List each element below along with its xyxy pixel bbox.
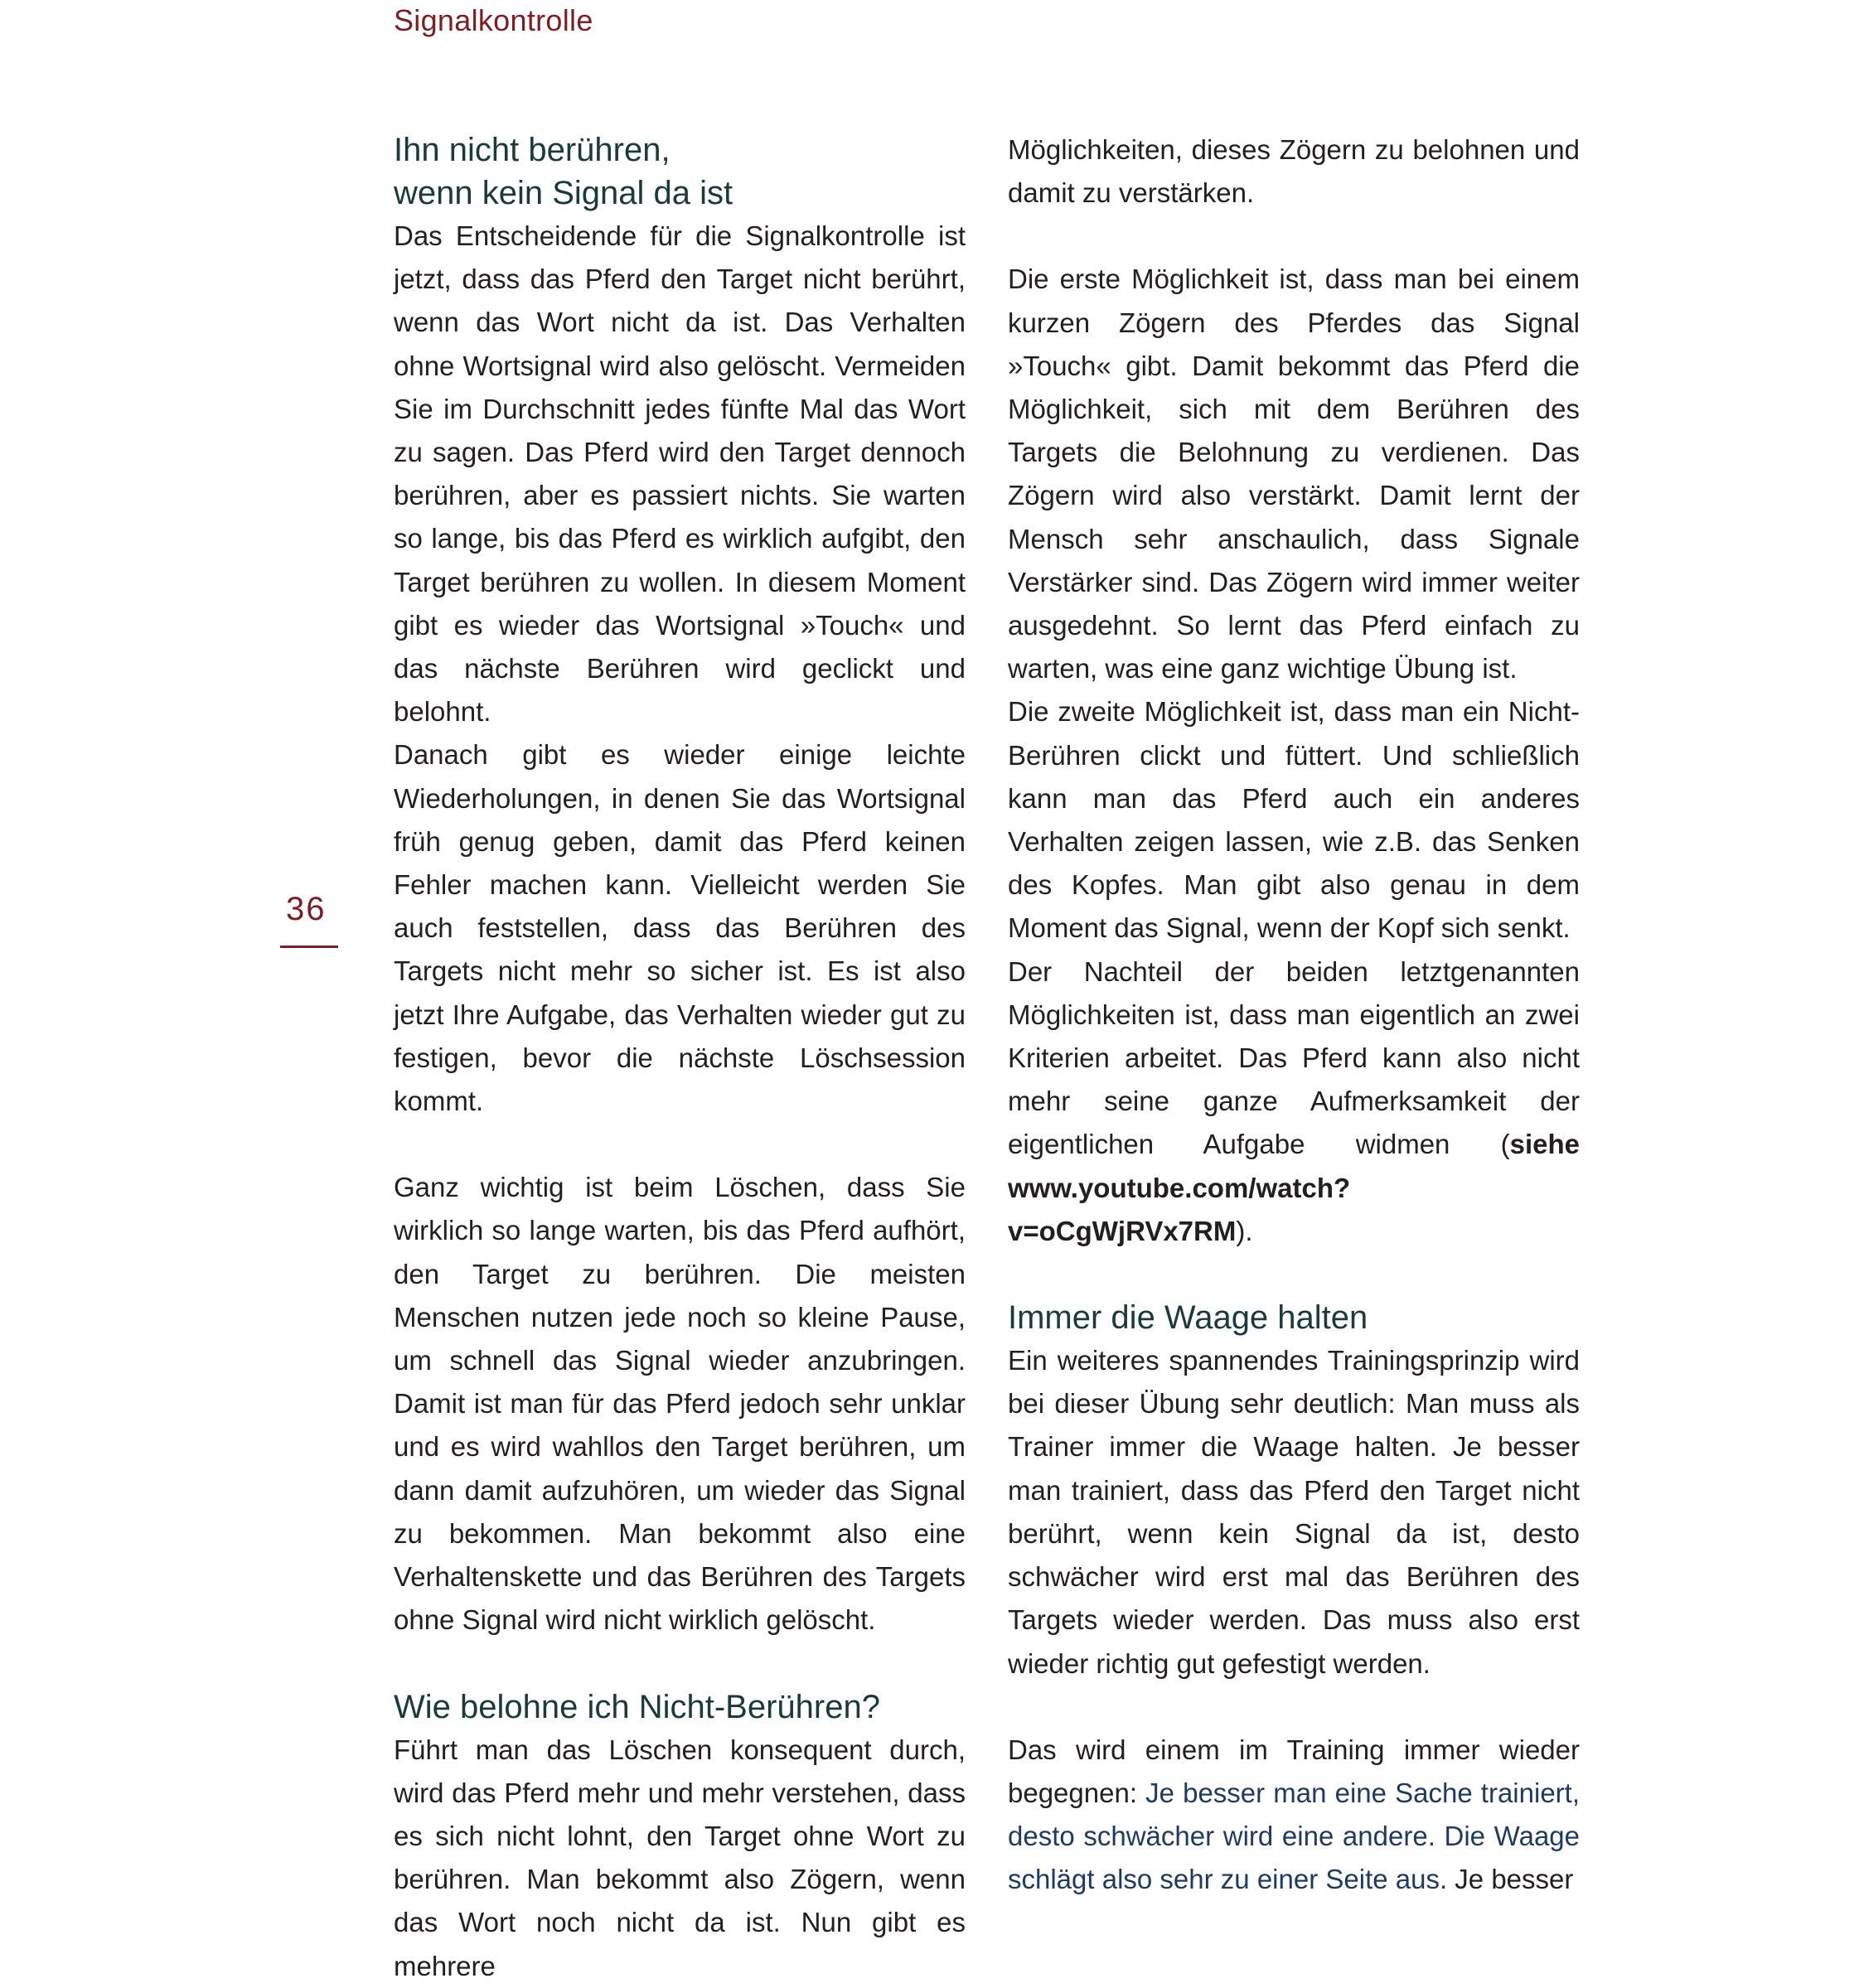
page-number-rule (280, 946, 338, 948)
video-link[interactable]: siehe www.youtube.com/watch?v=oCgWjRVx7RM (1008, 1129, 1580, 1246)
paragraph-text: Das wird einem im Training immer wieder begegnen: (1008, 1734, 1580, 1808)
paragraph-text: Der Nachteil der beiden letztgenannten Möglichkeiten ist, dass man eigentlich an zwei Kriterien arbeitet. Das Pferd kann also nicht mehr seine ganze Aufmerksamkeit der eigentlichen Aufgabe widmen ( (1008, 955, 1580, 1160)
paragraph: Die erste Möglichkeit ist, dass man bei einem kurzen Zögern des Pferdes das Signal »Touch« gibt. Damit bekommt das Pferd die Möglichkeit, sich mit dem Berühren des Targets die Belohnung zu verdienen. Das Zögern wird also verstärkt. Damit lernt der Mensch sehr anschaulich, dass Signale Verstärker sind. Das Zögern wird immer weiter ausgedehnt. So lernt das Pferd einfach zu warten, was eine ganz wichtige Übung ist. (1008, 264, 1580, 684)
page-number: 36 (286, 891, 327, 927)
paragraph: Die zweite Möglichkeit ist, dass man ein Nicht-Berühren clickt und füttert. Und schließlich kann man das Pferd auch ein anderes Verhalten zeigen lassen, wie z.B. das Senken des Kopfes. Man gibt also genau in dem Moment das Signal, wenn der Kopf sich senkt. (1008, 696, 1580, 944)
paragraph (1008, 950, 1580, 1253)
paragraph: Möglichkeiten, dieses Zögern zu belohnen und damit zu verstärken. (1008, 134, 1580, 209)
section-heading-line-2: wenn kein Signal da ist (394, 175, 733, 211)
paragraph: Danach gibt es wieder einige leichte Wiederholungen, in denen Sie das Wortsignal früh genug geben, damit das Pferd keinen Fehler machen kann. Vielleicht werden Sie auch feststellen, dass das Berühren des Targets nicht mehr so sicher ist. Es ist also jetzt Ihre Aufgabe, das Verhalten wieder gut zu festigen, bevor die nächste Löschsession kommt. (394, 739, 966, 1117)
emphasis-text: Je besser man eine Sache trainiert, desto schwächer wird eine andere. Die Waage schlägt also sehr zu einer Seite aus. (1008, 1777, 1580, 1895)
paragraph: Ein weiteres spannendes Trainingsprinzip wird bei dieser Übung sehr deutlich: Man muss als Trainer immer die Waage halten. Je besser man trainiert, dass das Pferd den Target nicht berührt, wenn kein Signal da ist, desto schwächer wird erst mal das Berühren des Targets wieder werden. Das muss also erst wieder richtig gut gefestigt werden. (1008, 1345, 1580, 1679)
running-head: Signalkontrolle (394, 3, 593, 37)
left-column (394, 128, 966, 1988)
paragraph-text: Je besser (1447, 1864, 1574, 1895)
paragraph: Führt man das Löschen konsequent durch, wird das Pferd mehr und mehr verstehen, dass es sich nicht lohnt, den Target ohne Wort zu berühren. Man bekommt also Zögern, wenn das Wort noch nicht da ist. Nun gibt es mehrere (394, 1734, 966, 1981)
section-heading: Immer die Waage halten (1008, 1299, 1368, 1337)
paragraph (1008, 1729, 1580, 1902)
section-heading-line-1: Ihn nicht berühren, (394, 132, 670, 168)
paragraph-text: ). (1236, 1215, 1253, 1246)
paragraph: Ganz wichtig ist beim Löschen, dass Sie wirklich so lange warten, bis das Pferd aufhört, den Target zu berühren. Die meisten Menschen nutzen jede noch so kleine Pause, um schnell das Signal wieder anzubringen. Damit ist man für das Pferd jedoch sehr unklar und es wird wahllos den Target berühren, um dann damit aufzuhören, um wieder das Signal zu bekommen. Man bekommt also eine Verhaltenskette und das Berühren des Targets ohne Signal wird nicht wirklich gelöscht. (394, 1172, 966, 1636)
paragraph: Das Entscheidende für die Signalkontrolle ist jetzt, dass das Pferd den Target nicht berührt, wenn das Wort nicht da ist. Das Verhalten ohne Wortsignal wird also gelöscht. Vermeiden Sie im Durchschnitt jedes fünfte Mal das Wort zu sagen. Das Pferd wird den Target dennoch berühren, aber es passiert nichts. Sie warten so lange, bis das Pferd es wirklich aufgibt, den Target berühren zu wollen. In diesem Moment gibt es wieder das Wortsignal »Touch« und das nächste Berühren wird geclickt und belohnt. (394, 220, 966, 728)
section-heading: Wie belohne ich Nicht-Berühren? (394, 1688, 880, 1725)
right-column (1008, 128, 1580, 1902)
section-heading (394, 128, 966, 215)
